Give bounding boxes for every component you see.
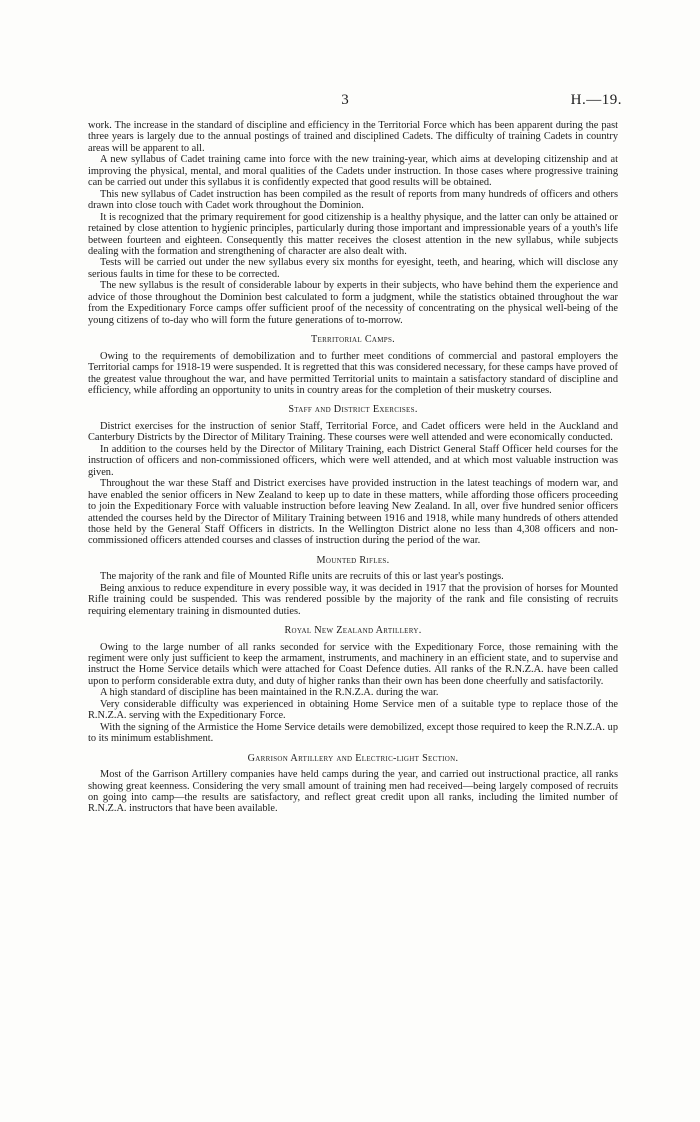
document-code: H.—19. (570, 92, 622, 108)
paragraph: The new syllabus is the result of considerable labour by experts in their subjects, who have behind them the experience and advice of those throughout the Dominion best calculated to form a judgment, while the statistics obtained throughout the war from the Expeditionary Force camps offer sufficient proof of the necessity of concentrating on the physical well-being of the young citizens of to-day who will form the future generations of to-morrow. (88, 280, 618, 326)
paragraph: Throughout the war these Staff and District exercises have provided instruction in the latest teachings of modern war, and have enabled the senior officers in New Zealand to keep up to date in these matters, while affording those officers proceeding to join the Expeditionary Force with valuable instruction before leaving New Zealand. In all, over five hundred senior officers attended the courses held by the Director of Military Training between 1916 and 1918, while many hundreds of others attended those held by the General Staff Officers in districts. In the Wellington District alone no less than 4,308 officers and non-commissioned officers attended courses and classes of instruction during the period of the war. (88, 478, 618, 547)
paragraph: Being anxious to reduce expenditure in every possible way, it was decided in 1917 that the provision of horses for Mounted Rifle training could be suspended. This was rendered possible by the majority of the rank and file consisting of recruits requiring elementary training in dismounted duties. (88, 582, 618, 617)
paragraph: Owing to the requirements of demobilization and to further meet conditions of commercial and pastoral employers the Territorial camps for 1918-19 were suspended. It is regretted that this was considered necessary, for these camps have proved of the greatest value throughout the war, and have permitted Territorial units to maintain a satisfactory standard of discipline and efficiency, while affording an opportunity to units in country areas for the completion of their musketry courses. (88, 350, 618, 396)
section-heading-mounted-rifles: Mounted Rifles. (316, 554, 390, 566)
paragraph: Tests will be carried out under the new syllabus every six months for eyesight, teeth, and hearing, which will disclose any serious faults in time for these to be corrected. (88, 257, 618, 280)
paragraph: With the signing of the Armistice the Home Service details were demobilized, except those required to keep the R.N.Z.A. up to its minimum establishment. (88, 721, 618, 745)
paragraph: Most of the Garrison Artillery companies have held camps during the year, and carried out instructional practice, all ranks showing great keenness. Considering the very small amount of training men had received—being largely composed of recruits on going into camp—the results are satisfactory, and reflect great credit upon all ranks, including the limited number of R.N.Z.A. instructors that have been available. (88, 769, 618, 815)
paragraph: The majority of the rank and file of Mounted Rifle units are recruits of this or last year's postings. (100, 571, 504, 583)
paragraph: District exercises for the instruction of senior Staff, Territorial Force, and Cadet officers were held in the Auckland and Canterbury Districts by the Director of Military Training. These courses were well attended and were economically conducted. (88, 420, 618, 444)
paragraph: It is recognized that the primary requirement for good citizenship is a healthy physique, and the latter can only be attained or retained by close attention to hygienic principles, particularly during those important and impressionable years of a youth's life between fourteen and eighteen. Consequently this matter receives the closest attention in the new syllabus, while subjects dealing with the formation and strengthening of character are also dealt with. (88, 211, 618, 257)
page-number: 3 (341, 92, 349, 108)
section-heading-garrison-artillery: Garrison Artillery and Electric-light Section. (247, 752, 459, 764)
paragraph: Owing to the large number of all ranks seconded for service with the Expeditionary Force, those remaining with the regiment were only just sufficient to keep the armament, instruments, and machinery in an efficient state, and to supervise and instruct the Home Service details which were attached for Coast Defence duties. All ranks of the R.N.Z.A. have been called upon to perform considerable extra duty, and duty of higher ranks than their own has been done cheerfully and satisfactorily. (88, 641, 618, 687)
paragraph: work. The increase in the standard of discipline and efficiency in the Territorial Force which has been apparent during the past three years is largely due to the annual postings of trained and disciplined Cadets. The difficulty of training Cadets in country areas will be apparent to all. (88, 120, 618, 154)
paragraph: A high standard of discipline has been maintained in the R.N.Z.A. during the war. (100, 687, 439, 699)
paragraph: A new syllabus of Cadet training came into force with the new training-year, which aims at developing citizenship and at improving the physical, mental, and moral qualities of the Cadets under instruction. In those cases where progressive training can be carried out under this syllabus it is confidently expected that good results will be obtained. (88, 154, 618, 189)
paragraph: In addition to the courses held by the Director of Military Training, each District General Staff Officer held courses for the instruction of officers and non-commissioned officers, which were well attended, and at which most valuable instruction was given. (88, 443, 618, 478)
paragraph: This new syllabus of Cadet instruction has been compiled as the result of reports from many hundreds of officers and others drawn into close touch with Cadet work throughout the Dominion. (88, 188, 618, 212)
document-body (88, 120, 618, 815)
section-heading-royal-nz-artillery: Royal New Zealand Artillery. (284, 625, 422, 637)
section-heading-territorial-camps: Territorial Camps. (310, 334, 396, 346)
paragraph: Very considerable difficulty was experienced in obtaining Home Service men of a suitable type to replace those of the R.N.Z.A. serving with the Expeditionary Force. (88, 698, 618, 722)
page-header (0, 92, 700, 112)
section-heading-staff-district-exercises: Staff and District Exercises. (288, 404, 418, 416)
